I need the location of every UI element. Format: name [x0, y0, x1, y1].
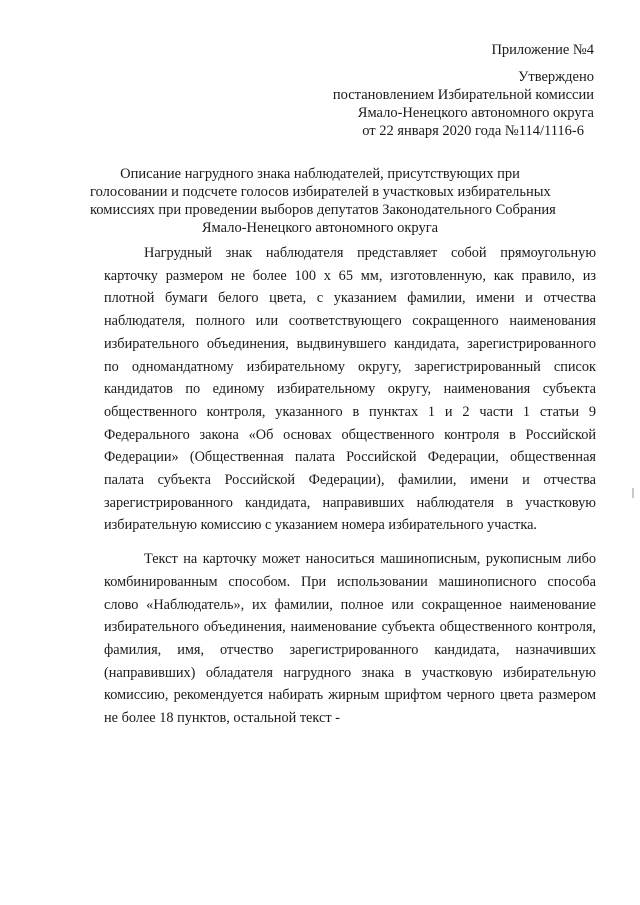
document-body [104, 242, 596, 741]
body-paragraph-1: Нагрудный знак наблюдателя представляет собой прямоугольную карточку размером не более 100 х 65 мм, изготовленную, как правило, из плотной бумаги белого цвета, с указанием фамилии, имени и отчества наблюдателя, полного или соответствующего сокращенного наименования избирательного объединения, выдвинувшего кандидата, зарегистрированного по одномандатному избирательному округу, зарегистрированный список кандидатов по единому избирательному округу, наименования субъекта общественного контроля, указанного в пунктах 1 и 2 части 1 статьи 9 Федерального закона «Об основах общественного контроля в Российской Федерации» (Общественная палата Российской Федерации, общественная палата субъекта Российской Федерации), фамилии, имени и отчества зарегистрированного кандидата, направивших наблюдателя в участковую избирательную комиссию с указанием номера избирательного участка. [104, 245, 596, 534]
title-line-4: Ямало-Ненецкого автономного округа [201, 220, 439, 236]
title-line-2: голосовании и подсчете голосов избирателей в участковых избирательных [90, 184, 551, 200]
body-paragraph-2: Текст на карточку может наноситься машинописным, рукописным либо комбинированным способом. При использовании машинописного способа слово «Наблюдатель», их фамилии, полное или сокращенное наименование избирательного объединения, наименование субъекта общественного контроля, фамилия, имя, отчество зарегистрированного кандидата, назначивших (направивших) обладателя нагрудного знака в участковую избирательную комиссию, рекомендуется набирать жирным шрифтом черного цвета размером не более 18 пунктов, остальной текст - [104, 551, 596, 727]
scan-margin-mark [632, 488, 634, 498]
appendix-label: Приложение №4 [491, 42, 594, 58]
approval-line-resolution: постановлением Избирательной комиссии [332, 87, 594, 103]
approval-line-approved: Утверждено [518, 69, 594, 85]
approval-line-date: от 22 января 2020 года №114/1116-6 [362, 123, 584, 139]
title-line-1: Описание нагрудного знака наблюдателей, присутствующих при [120, 166, 520, 182]
approval-line-region: Ямало-Ненецкого автономного округа [357, 105, 594, 121]
title-line-3: комиссиях при проведении выборов депутатов Законодательного Собрания [90, 202, 556, 218]
document-title [90, 165, 556, 237]
approval-block [333, 68, 594, 140]
